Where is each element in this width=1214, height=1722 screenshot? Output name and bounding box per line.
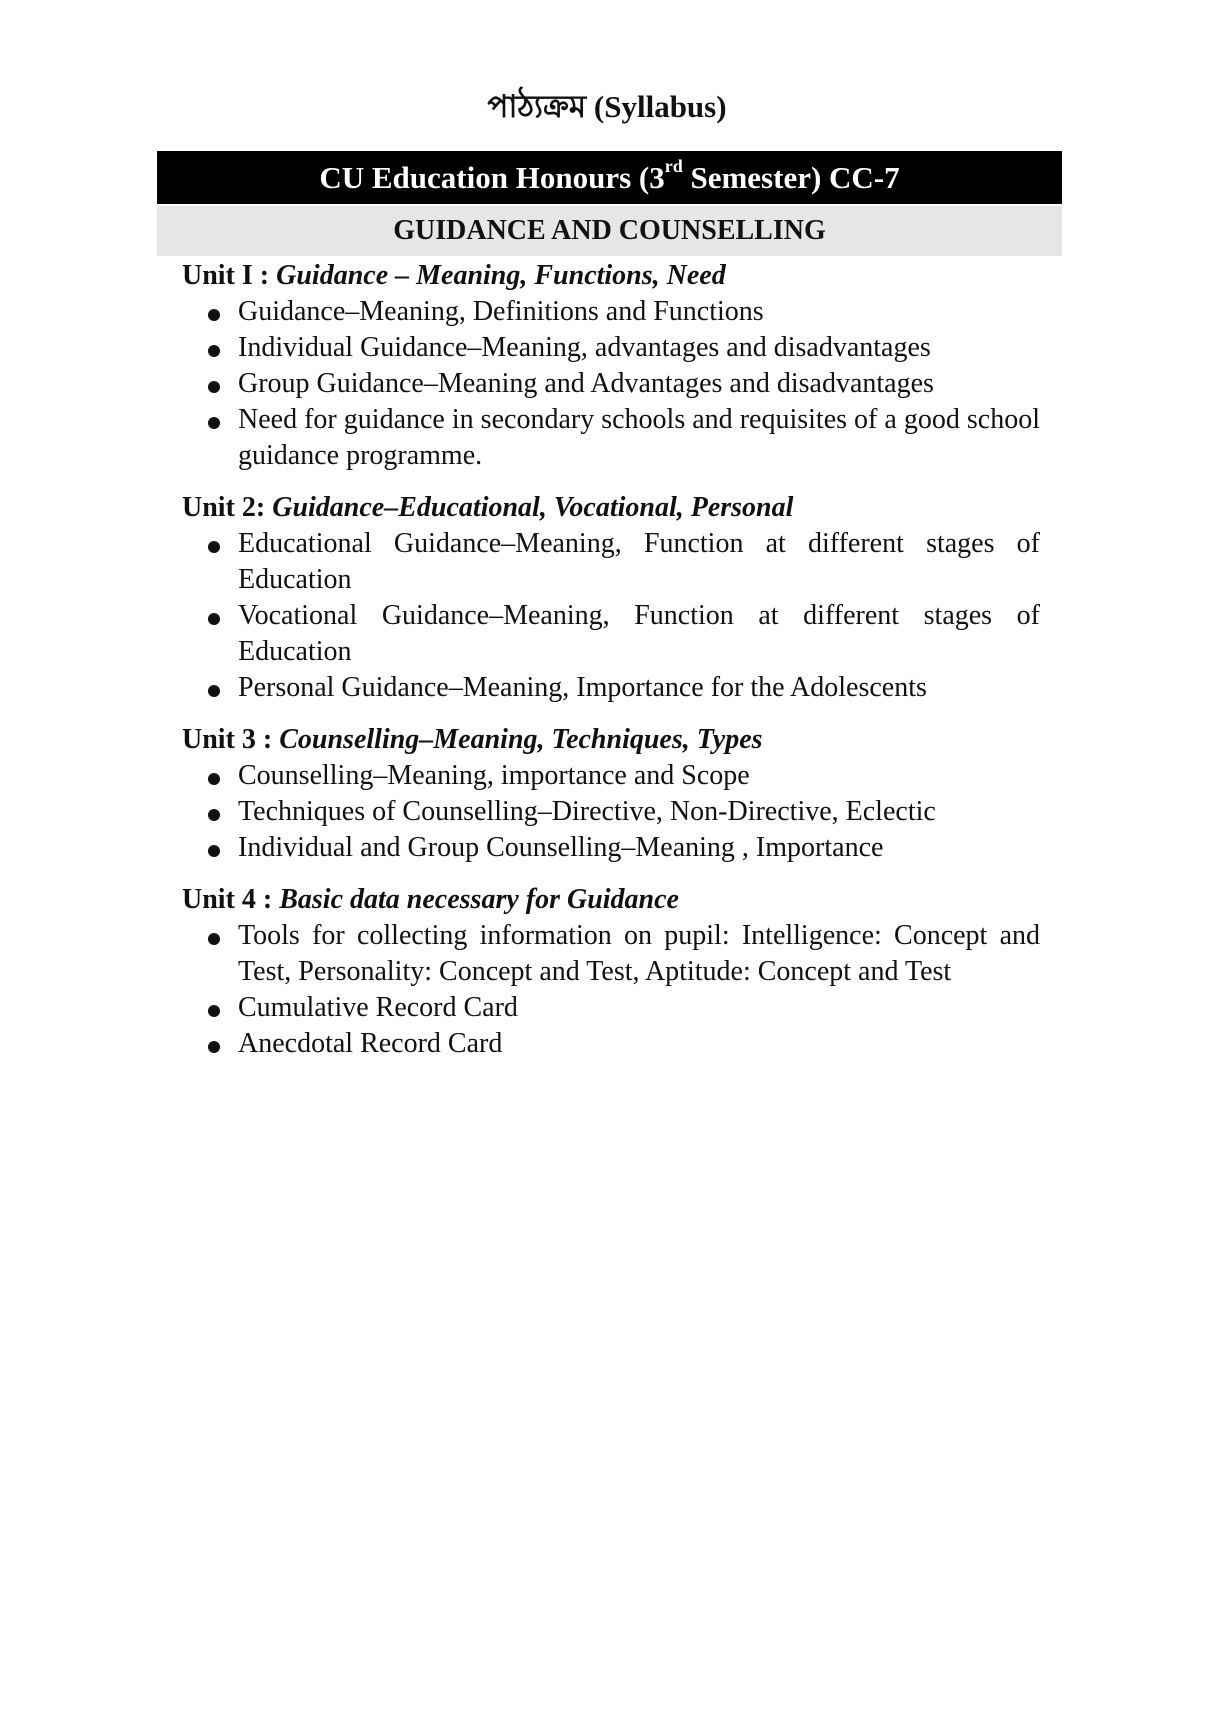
- unit-2: [182, 490, 1040, 706]
- bullet-icon: [208, 613, 220, 625]
- bullet-icon: [208, 309, 220, 321]
- unit-label: Unit 3 :: [182, 724, 280, 755]
- unit-label: Unit 2:: [182, 492, 273, 523]
- bullet-icon: [208, 417, 220, 429]
- bullet-icon: [208, 809, 220, 821]
- list-item-text: Educational Guidance–Meaning, Function at different stages of Education: [238, 528, 1040, 595]
- unit-title: Guidance – Meaning, Functions, Need: [276, 260, 726, 291]
- list-item: [182, 758, 1040, 794]
- list-item-text: Personal Guidance–Meaning, Importance for the Adolescents: [238, 672, 927, 703]
- units-container: [182, 258, 1040, 1078]
- bullet-icon: [208, 345, 220, 357]
- unit-4: [182, 882, 1040, 1062]
- unit-3: [182, 722, 1040, 866]
- unit-label: Unit I :: [182, 260, 277, 291]
- unit-heading: [182, 882, 1040, 918]
- course-header-bar: [157, 151, 1062, 204]
- list-item: [182, 990, 1040, 1026]
- bullet-icon: [208, 933, 220, 945]
- bullet-icon: [208, 685, 220, 697]
- unit-title: Basic data necessary for Guidance: [279, 884, 679, 915]
- list-item-text: Tools for collecting information on pupil: Intelligence: Concept and Test, Personality: Concept and Test, Aptitude: Concept and Test: [238, 920, 1040, 987]
- list-item-text: Need for guidance in secondary schools and requisites of a good school guidance programme.: [238, 404, 1040, 471]
- list-item-text: Guidance–Meaning, Definitions and Functions: [238, 296, 764, 327]
- bullet-icon: [208, 381, 220, 393]
- list-item: [182, 526, 1040, 598]
- list-item: [182, 294, 1040, 330]
- list-item-text: Group Guidance–Meaning and Advantages and disadvantages: [238, 368, 934, 399]
- course-header-post: Semester) CC-7: [682, 159, 900, 195]
- bullet-icon: [208, 1041, 220, 1053]
- page-title-bengali: পাঠ্যক্রম: [487, 89, 587, 125]
- unit-item-list: [182, 294, 1040, 474]
- subject-bar: [157, 206, 1062, 256]
- list-item: [182, 670, 1040, 706]
- list-item: [182, 402, 1040, 474]
- list-item: [182, 830, 1040, 866]
- unit-heading: [182, 490, 1040, 526]
- page-title: [0, 88, 1214, 126]
- list-item: [182, 918, 1040, 990]
- list-item: [182, 366, 1040, 402]
- list-item: [182, 794, 1040, 830]
- course-header-pre: CU Education Honours (3: [319, 159, 665, 195]
- unit-item-list: [182, 918, 1040, 1062]
- unit-label: Unit 4 :: [182, 884, 280, 915]
- bullet-icon: [208, 1005, 220, 1017]
- unit-title: Counselling–Meaning, Techniques, Types: [279, 724, 763, 755]
- unit-1: [182, 258, 1040, 474]
- list-item: [182, 1026, 1040, 1062]
- list-item-text: Anecdotal Record Card: [238, 1028, 503, 1059]
- unit-item-list: [182, 526, 1040, 706]
- list-item-text: Cumulative Record Card: [238, 992, 518, 1023]
- bullet-icon: [208, 541, 220, 553]
- unit-title: Guidance–Educational, Vocational, Personal: [272, 492, 794, 523]
- list-item-text: Individual and Group Counselling–Meaning , Importance: [238, 832, 884, 863]
- list-item-text: Techniques of Counselling–Directive, Non-Directive, Eclectic: [238, 796, 936, 827]
- page-title-english: (Syllabus): [593, 89, 727, 124]
- course-header-superscript: rd: [664, 156, 683, 177]
- unit-heading: [182, 722, 1040, 758]
- course-header-text: [319, 156, 900, 196]
- unit-heading: [182, 258, 1040, 294]
- list-item: [182, 330, 1040, 366]
- list-item-text: Vocational Guidance–Meaning, Function at different stages of Education: [238, 600, 1040, 667]
- list-item: [182, 598, 1040, 670]
- bullet-icon: [208, 845, 220, 857]
- list-item-text: Counselling–Meaning, importance and Scope: [238, 760, 750, 791]
- unit-item-list: [182, 758, 1040, 866]
- bullet-icon: [208, 773, 220, 785]
- subject-title: GUIDANCE AND COUNSELLING: [393, 215, 826, 246]
- list-item-text: Individual Guidance–Meaning, advantages and disadvantages: [238, 332, 931, 363]
